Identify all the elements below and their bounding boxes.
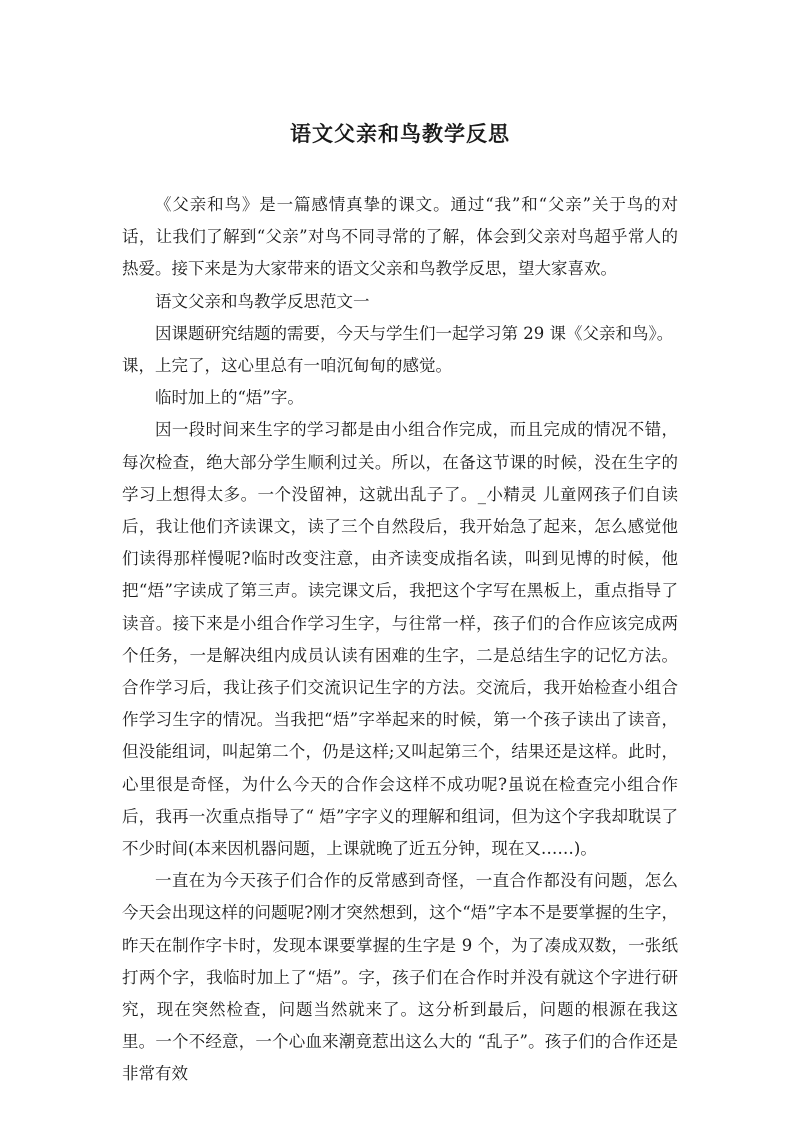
body-paragraph: 一直在为今天孩子们合作的反常感到奇怪，一直合作都没有问题，怎么今天会出现这样的问题呢?刚才突然想到，这个“焐”字本不是要掌握的生字，昨天在制作字卡时，发现本课要掌握的生字是 9 个，为了凑成双数，一张纸打两个字，我临时加上了“焐”。字，孩子们在合作时并没有就这个字进行研究，现在突然检查，问题当然就来了。这分析到最后，问题的根源在我这里。一个不经意，一个心血来潮竟惹出这么大的 “乱子”。孩子们的合作还是非常有效 (122, 871, 678, 1084)
document-body (122, 189, 678, 1091)
body-paragraph: 因课题研究结题的需要，今天与学生们一起学习第 29 课《父亲和鸟》。 (155, 323, 674, 343)
section-heading: 语文父亲和鸟教学反思范文一 (155, 291, 370, 311)
document-title: 语文父亲和鸟教学反思 (290, 122, 510, 146)
subheading-paragraph: 临时加上的“焐”字。 (155, 388, 304, 408)
body-paragraph: 课，上完了，这心里总有一咱沉甸甸的感觉。 (122, 356, 452, 376)
intro-paragraph: 《父亲和鸟》是一篇感情真挚的课文。通过“我”和“父亲”关于鸟的对话，让我们了解到“父亲”对鸟不同寻常的了解，体会到父亲对鸟超乎常人的热爱。接下来是为大家带来的语文父亲和鸟教学反思，望大家喜欢。 (122, 195, 678, 279)
body-paragraph: 因一段时间来生字的学习都是由小组合作完成，而且完成的情况不错，每次检查，绝大部分学生顺利过关。所以，在备这节课的时候，没在生字的学习上想得太多。一个没留神，这就出乱子了。_小精灵 儿童网孩子们自读后，我让他们齐读课文，读了三个自然段后，我开始急了起来，怎么感觉他们读得那样慢呢?临时改变注意，由齐读变成指名读，叫到见博的时候，他把“焐”字读成了第三声。读完课文后，我把这个字写在黑板上，重点指导了读音。接下来是小组合作学习生字，与往常一样，孩子们的合作应该完成两个任务，一是解决组内成员认读有困难的生字，二是总结生字的记忆方法。合作学习后，我让孩子们交流识记生字的方法。交流后，我开始检查小组合作学习生字的情况。当我把“焐”字举起来的时候，第一个孩子读出了读音，但没能组词，叫起第二个，仍是这样;又叫起第三个，结果还是这样。此时，心里很是奇怪，为什么今天的合作会这样不成功呢?虽说在检查完小组合作后，我再一次重点指导了“ 焐”字字义的理解和组词，但为这个字我却耽误了不少时间(本来因机器问题，上课就晚了近五分钟，现在又……)。 (122, 420, 678, 859)
